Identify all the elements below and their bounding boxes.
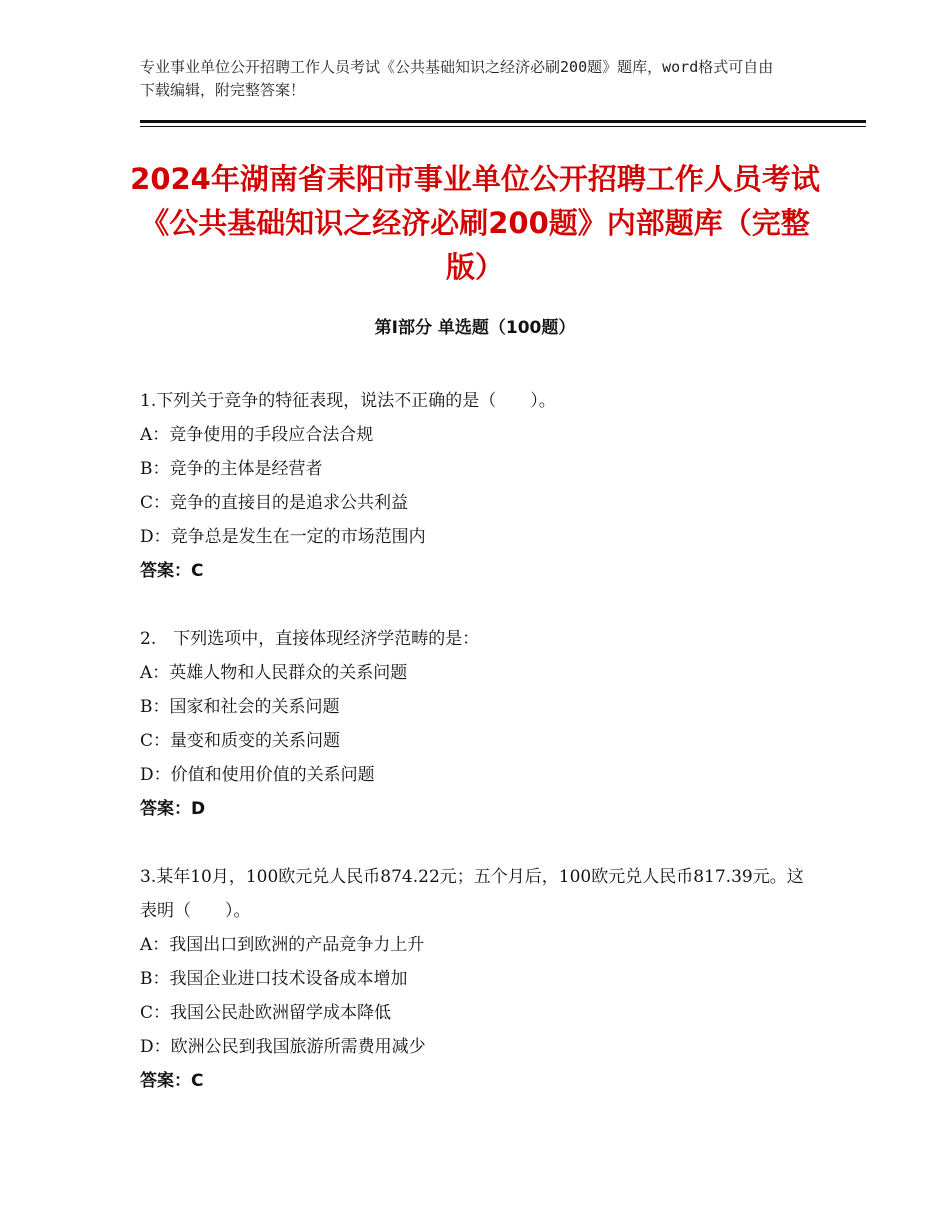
header-divider-thin	[140, 126, 866, 127]
option-b: B：竞争的主体是经营者	[140, 459, 323, 479]
option-b: B：我国企业进口技术设备成本增加	[140, 969, 408, 989]
question-stem: 2. 下列选项中，直接体现经济学范畴的是：	[140, 629, 480, 649]
option-b: B：国家和社会的关系问题	[140, 697, 340, 717]
question-item	[140, 622, 820, 826]
question-item	[140, 860, 820, 1098]
option-c: C：量变和质变的关系问题	[140, 731, 341, 751]
question-list	[140, 384, 820, 1132]
option-a: A：竞争使用的手段应合法合规	[140, 425, 374, 445]
option-d: D：欧洲公民到我国旅游所需费用减少	[140, 1037, 426, 1057]
answer-line: 答案：D	[140, 799, 206, 819]
question-stem: 3.某年10月，100欧元兑人民币874.22元；五个月后，100欧元兑人民币817.39元。这表明（ ）。	[140, 867, 804, 921]
section-heading: 第Ⅰ部分 单选题（100题）	[374, 318, 576, 338]
option-d: D：价值和使用价值的关系问题	[140, 765, 375, 785]
option-d: D：竞争总是发生在一定的市场范围内	[140, 527, 426, 547]
question-stem: 1.下列关于竞争的特征表现，说法不正确的是（ ）。	[140, 391, 556, 411]
option-c: C：我国公民赴欧洲留学成本降低	[140, 1003, 392, 1023]
answer-line: 答案：C	[140, 1071, 204, 1091]
header-note: 专业事业单位公开招聘工作人员考试《公共基础知识之经济必刷200题》题库，word格式可自由下载编辑，附完整答案！	[140, 58, 774, 99]
document-title: 2024年湖南省耒阳市事业单位公开招聘工作人员考试《公共基础知识之经济必刷200题》内部题库（完整版）	[130, 162, 820, 284]
option-c: C：竞争的直接目的是追求公共利益	[140, 493, 409, 513]
header-divider-thick	[140, 120, 866, 123]
option-a: A：英雄人物和人民群众的关系问题	[140, 663, 408, 683]
answer-line: 答案：C	[140, 561, 204, 581]
option-a: A：我国出口到欧洲的产品竞争力上升	[140, 935, 425, 955]
question-item	[140, 384, 820, 588]
